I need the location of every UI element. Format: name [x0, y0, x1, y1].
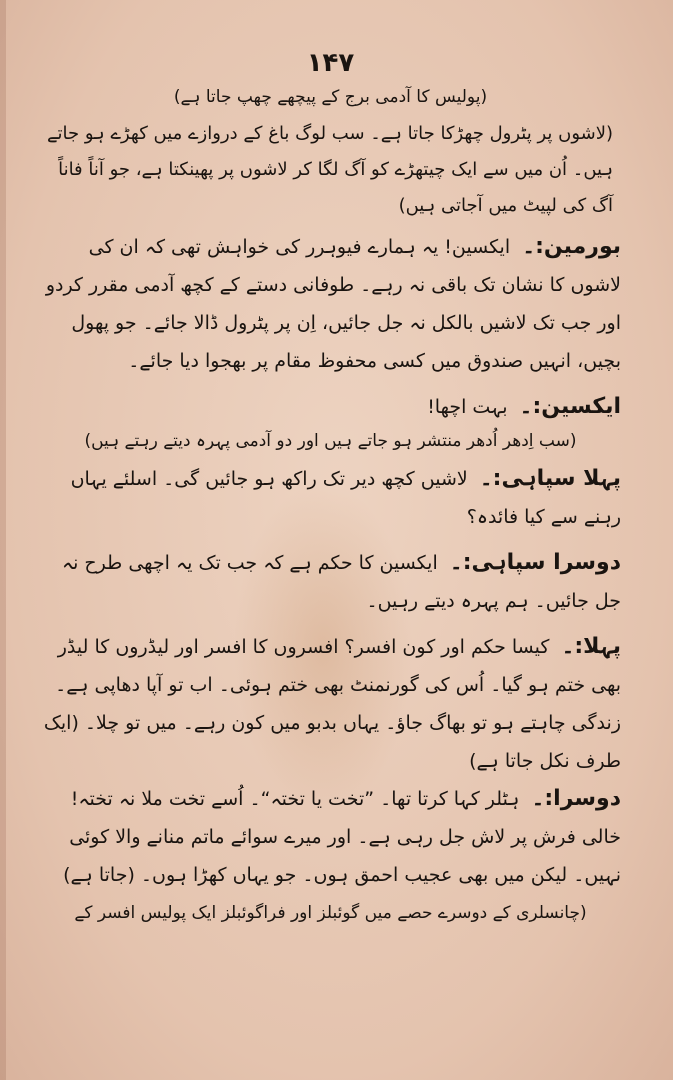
speaker-name: دوسرا سپاہی:۔	[449, 550, 621, 575]
dialogue-line	[40, 228, 621, 380]
dialogue-line	[40, 628, 621, 780]
stage-direction: (لاشوں پر پٹرول چھڑکا جاتا ہے۔ سب لوگ باغ کے دروازے میں کھڑے ہو جاتے ہیں۔ اُن میں سے ایک چیتھڑے کو آگ لگا کر لاشوں پر پھینکتا ہے، جو آناً فاناً آگ کی لپیٹ میں آجاتی ہیں)	[46, 123, 613, 216]
speaker-name: پہلا:۔	[561, 634, 621, 659]
dialogue-text: ہٹلر کہا کرتا تھا۔ ”تخت یا تختہ“۔ اُسے تخت ملا نہ تختہ! خالی فرش پر لاش جل رہی ہے۔ اور میرے سوائے ماتم منانے والا کوئی نہیں۔ لیکن میں بھی عجیب احمق ہوں۔ جو یہاں کھڑا ہوں۔ (جاتا ہے)	[63, 788, 621, 886]
stage-direction: (سب اِدھر اُدھر منتشر ہو جاتے ہیں اور دو آدمی پہرہ دیتے رہتے ہیں)	[84, 431, 577, 451]
dialogue-text: ایکسین کا حکم ہے کہ جب تک یہ اچھی طرح نہ جل جائیں۔ ہم پہرہ دیتے رہیں۔	[61, 552, 621, 612]
speaker-name: پہلا سپاہی:۔	[479, 466, 621, 491]
dialogue-line	[40, 544, 621, 620]
dialogue-text: کیسا حکم اور کون افسر؟ افسروں کا افسر اور لیڈروں کا لیڈر بھی ختم ہو گیا۔ اُس کی گورنمنٹ بھی ختم ہوئی۔ اب تو آپا دھاپی ہے۔ زندگی چاہتے ہو تو بھاگ جاؤ۔ یہاں بدبو میں کون رہے۔ میں تو چلا۔ (ایک طرف نکل جاتا ہے)	[43, 636, 621, 772]
dialogue-line	[40, 388, 621, 426]
stage-direction: (چانسلری کے دوسرے حصے میں گوئبلز اور فراگوئبلز ایک پولیس افسر کے	[74, 903, 587, 923]
speaker-name: ایکسین:۔	[519, 394, 621, 419]
speaker-name: دوسرا:۔	[531, 786, 621, 811]
page-number: ۱۴۷	[306, 48, 355, 78]
dialogue-text: لاشیں کچھ دیر تک راکھ ہو جائیں گی۔ اسلئے یہاں رہنے سے کیا فائدہ؟	[70, 468, 621, 528]
dialogue-line	[40, 460, 621, 536]
dialogue-text: بہت اچھا!	[427, 396, 508, 418]
dialogue-text: ایکسین! یہ ہمارے فیوہرر کی خواہش تھی کہ ان کی لاشوں کا نشان تک باقی نہ رہے۔ طوفانی دستے کے کچھ آدمی مقرر کردو اور جب تک لاشیں بالکل نہ جل جائیں، اِن پر پٹرول ڈالا جائے۔ جو پھول بچیں، انہیں صندوق میں کسی محفوظ مقام پر بھجوا دیا جائے۔	[45, 236, 621, 372]
dialogue-line	[40, 780, 621, 894]
page-text	[40, 82, 621, 928]
stage-direction: (پولیس کا آدمی برج کے پیچھے چھپ جاتا ہے)	[173, 87, 488, 107]
speaker-name: بورمین:۔	[522, 234, 621, 259]
